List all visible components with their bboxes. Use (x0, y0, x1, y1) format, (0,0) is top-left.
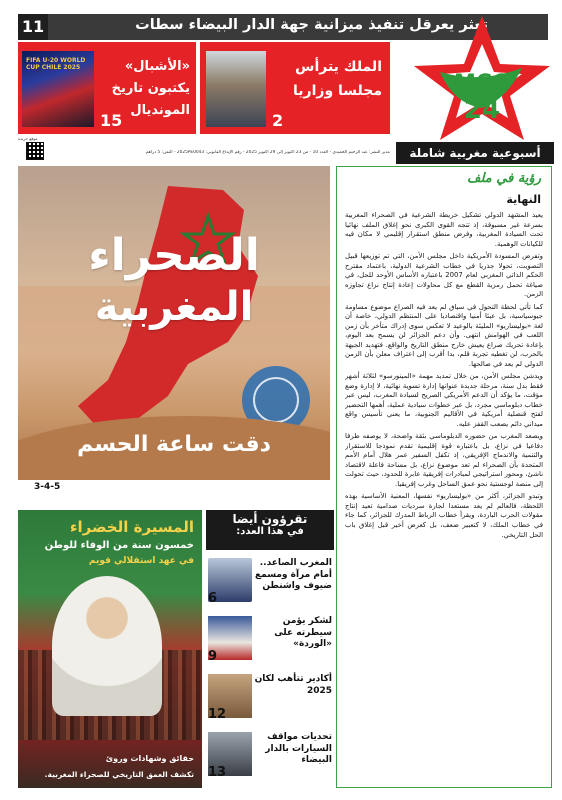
logo-text: MCG (453, 71, 511, 96)
also-read-title: تقرؤون أيضا (232, 512, 308, 526)
tagline: أسبوعية مغربية شاملة (396, 142, 554, 164)
column-paragraph: ويصعد المغرب من حضوره الدبلوماسي بثقة واضحة، لا يوصفه طرفا دفاعيا في نزاع، بل باعتباره قوة إقليمية تقدم نموذجا للاستقرار والتنمية والاندماج الإفريقي، إذ تكفل السفير عمر هلال أمام الأمم المتحدة بأن الصحراء لم تعد موضوع نزاع، بل مساحة فاعلة لاقتصاد ناشئ، ومحور استراتيجي لمبادرات إفريقية عابرة للحدود، حيث تحولت إلى منصة لوجستية نحو عمق الساحل وغرب إفريقيا. (345, 432, 543, 488)
also-read-box (206, 510, 334, 788)
column-paragraph: وتفرض المسودة الأمريكية داخل مجلس الأمن، التي تم توزيعها قبيل التصويت، تحولا جذريا في خطاب الشرعية الدولية، باعتماد مقترح الحكم الذاتي المغربي لعام 2007 باعتباره الأساس الأوحد للحل، في صياغة تحمل رمزية القطع مع كل محاولات إعادة إنتاج نزاع تجاوزه الزمن. (345, 252, 543, 299)
column-paragraph: يعيد المشهد الدولي تشكيل خريطة الشرعية في الصحراء المغربية بسرعة غير مسبوقة، إذ تتجه القوى الكبرى نحو إغلاق الملف نهائيا تحت السيادة المغربية، وفرض منطق استقرار إقليمي لا مكان فيه للكيانات الوهمية. (345, 211, 543, 248)
hero-caption: دقت ساعة الحسم (77, 432, 271, 457)
green-march-feature[interactable] (18, 510, 202, 788)
top-headline-page-number: 11 (18, 14, 48, 40)
photo-caption: FIFA U-20 WORLD CUP CHILE 2025 (26, 57, 86, 71)
publication-info: مدير النشر: عبد الرحيم الحميدي - العدد 10 - من 23 أكتوبر إلى 29 أكتوبر 2025 - رقم الإيداع القانوني: 2025PE0043 - الثمن: 5 دراهم (145, 150, 390, 155)
teaser-title: الملك يترأس مجلسا وزاريا (293, 59, 382, 99)
item-page-number: 12 (208, 707, 227, 722)
brand-logo[interactable] (396, 14, 554, 142)
king-photo (206, 51, 266, 127)
logo-number: 24 (463, 95, 501, 125)
column-paragraph: ويدشن مجلس الأمن، من خلال تمديد مهمة «المينورسو» لثلاثة أشهر فقط بدل سنة، مرحلة جديدة عنوانها إدارة تسوية نهائية، لا إدارة وضع مؤقت، ما يؤكد أن الدعم الأمريكي الصريح لسيادة المغرب، ليس عبر خطاب دبلوماسي مجرد، بل عبر خطوات سيادية عملية، أهمها التحضير لفتح قنصلية أمريكية في الأقاليم الجنوبية، ما يعني تأسيس واقع ميداني دائم يصعب القفز عليه. (345, 372, 543, 428)
teaser-u20-worldcup[interactable] (18, 42, 196, 134)
hero-title-line2: المغربية (94, 284, 254, 330)
feature-subtitle: خمسون سنة من الوفاء للوطن (44, 540, 194, 551)
team-photo (22, 51, 94, 127)
feature-subcaption: تكشف العمق التاريخي للصحراء المغربية. (44, 770, 194, 779)
editorial-column (336, 166, 552, 788)
teaser-king-council[interactable] (200, 42, 390, 134)
teaser-page-number: 15 (100, 111, 123, 130)
feature-subtitle-2: في عهد استقلالي قويم (88, 556, 194, 566)
feature-title: المسيرة الخضراء (69, 518, 194, 536)
item-title: المغرب الصاعد.. أمام مرآة ومسمع ضيوف واشنطن (255, 558, 332, 592)
also-read-item[interactable] (206, 730, 334, 780)
item-page-number: 6 (208, 591, 218, 606)
column-paragraph: وتبدو الجزائر، أكثر من «بوليساريو» نفسها، المعنية الأساسية بهذه اللحظة، فالعالم لم يعد مستعدا لجارة سرديات صدامية تعيد إنتاج مقولات الحرب الباردة، ويقرأ خطاب الرباط المدرك للجزائر، كما جاء في خطاب الملك، لا كتعبير ضعف، بل كعرض أخير قبل إغلاق باب الحل التاريخي. (345, 492, 543, 539)
star-logo-icon (396, 14, 554, 142)
item-title: تحديات مواقف السيارات بالدار البيضاء (265, 732, 332, 766)
also-read-header (206, 510, 334, 550)
item-title: لشكر يؤمن سيطرته على «الوردة» (274, 616, 332, 650)
column-kicker: رؤية في ملف (467, 171, 541, 186)
teaser-title: «الأشبال» يكتبون تاريخ المونديال (111, 59, 190, 119)
also-read-subtitle: في هذا العدد: (236, 526, 304, 537)
column-paragraph: كما تأتي لحظة التحول في سياق لم يعد فيه الصراع موضوع مساومة جيوسياسية، بل عبئا أمنيا واقتصاديا على المنتظم الدولي، خاصة أن لغة «بوليساريو» المليئة بالوعيد لا تعكس سوى إدراك متأخر بأن زمن اللعب في الهوامش انتهى. وأن دعم الجزائر لن يسمح بعد اليوم، بإعادة تحريك صراع يعيش خارج منطق التاريخ والواقع. فتهديد الجبهة بالحرب، لن تغطيه تجربة قلم، بدا أقرب إلى اعتراف معلن بأن الزمن الدولي لم يعد في صالحها. (345, 302, 543, 368)
top-headline: تعثر يعرقل تنفيذ ميزانية جهة الدار البيضاء سطات (135, 17, 488, 33)
king-portrait (52, 576, 162, 716)
hero-sahara-image[interactable] (18, 166, 330, 480)
item-page-number: 13 (208, 765, 227, 780)
column-heading: النهاية (506, 193, 541, 206)
feature-caption: حقائق وشهادات وروئ (105, 754, 194, 763)
item-title: أكادير تتأهب لكان 2025 (254, 674, 332, 696)
column-body (345, 211, 543, 781)
hero-title-line1: الصحراء (88, 230, 260, 281)
also-read-item[interactable] (206, 672, 334, 722)
qr-label: موقع جريدة (18, 136, 38, 141)
hero-page-numbers: 3-4-5 (34, 482, 61, 492)
qr-code-icon[interactable] (26, 142, 44, 160)
item-page-number: 9 (208, 649, 218, 664)
also-read-item[interactable] (206, 614, 334, 664)
teaser-page-number: 2 (272, 111, 284, 130)
also-read-item[interactable] (206, 556, 334, 606)
